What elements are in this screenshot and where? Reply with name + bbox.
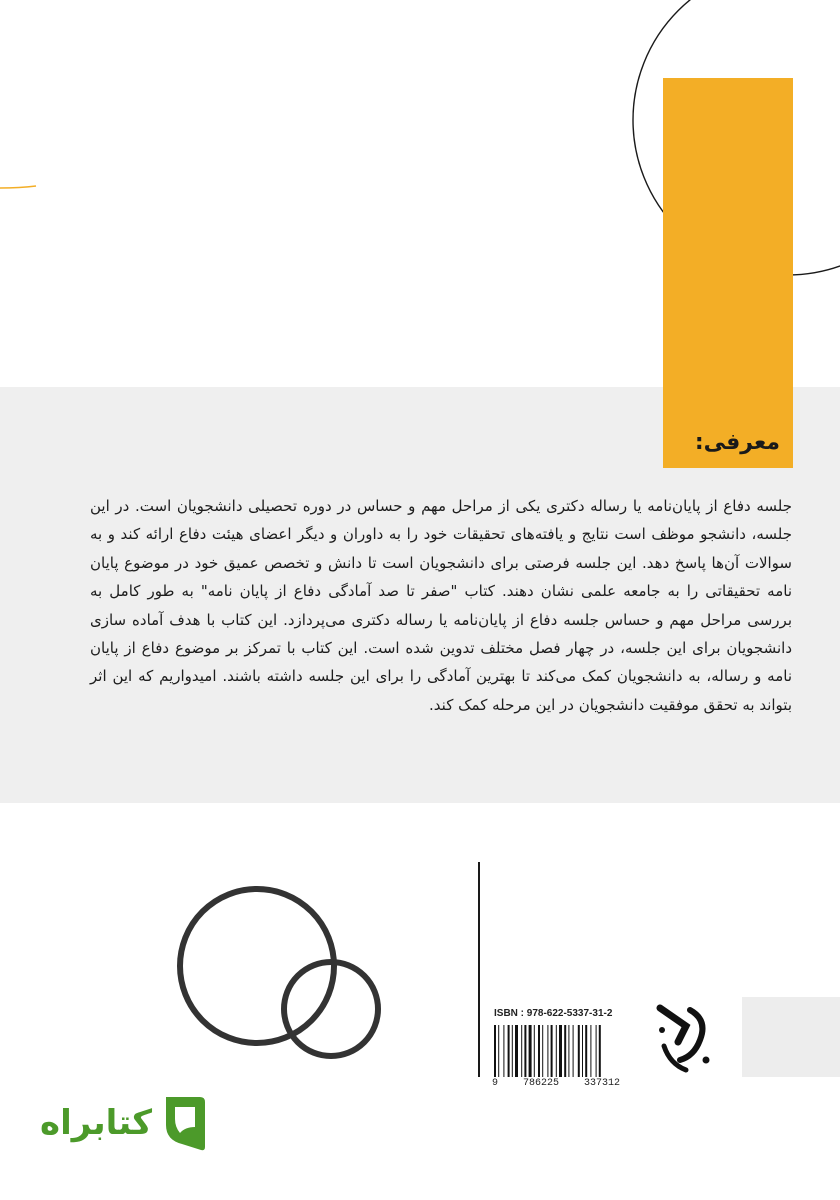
isbn-label: ISBN : 978-622-5337-31-2 (494, 1008, 613, 1019)
barcode-bar (551, 1025, 553, 1077)
divider-line (478, 862, 480, 1077)
barcode-bar (590, 1025, 591, 1077)
accent-block (663, 78, 793, 468)
barcode-bar (494, 1025, 496, 1077)
barcode-icon (492, 1025, 622, 1077)
barcode-digit-group: 337312 (583, 1078, 620, 1089)
intro-heading: معرفی: (694, 430, 780, 455)
barcode-bar (559, 1025, 562, 1077)
barcode-bar (585, 1025, 587, 1077)
barcode-bar (568, 1025, 569, 1077)
store-name: کتابراه (40, 1103, 153, 1143)
barcode-bar (556, 1025, 557, 1077)
barcode-bar (582, 1025, 583, 1077)
barcode-bar (599, 1025, 601, 1077)
yellow-arc-line (0, 186, 36, 188)
barcode-bar (512, 1025, 513, 1077)
ketabrah-logo (40, 1093, 208, 1153)
barcode-bar (547, 1025, 548, 1077)
barcode-bar (573, 1025, 574, 1077)
barcode-bar (508, 1025, 510, 1077)
side-tab (742, 997, 840, 1077)
intro-paragraph: جلسه دفاع از پایان‌نامه یا رساله دکتری یکی از مراحل مهم و حساس در دوره تحصیلی دانشجویان است. در این جلسه، دانشجو موظف است نتایج و یافته‌های تحقیقات خود را به داوران و دیگر اعضای هیئت دفاع ارائه کند و به سوالات آن‌ها پاسخ دهد. این جلسه فرصتی برای دانشجویان است تا دانش و تخصص عمیق خود در موضوع پایان نامه تحقیقاتی را به جامعه علمی نشان دهند. کتاب "صفر تا صد آمادگی دفاع از پایان نامه" به طور کامل به بررسی مراحل مهم و حساس جلسه دفاع از پایان‌نامه یا رساله دکتری می‌پردازد. این کتاب با هدف آماده سازی دانشجویان برای این جلسه، در چهار فصل مختلف تدوین شده است. این کتاب با تمرکز بر موضوع دفاع از پایان نامه و رساله، به دانشجویان کمک می‌کند تا بهترین آمادگی را برای این جلسه داشته باشند. امیدواریم که این اثر بتواند به تحقق موفقیت دانشجویان در این مرحله کمک کند. (90, 497, 792, 714)
barcode-bar (529, 1025, 532, 1077)
publisher-calligraphy-logo-icon (650, 1000, 720, 1078)
ketabrah-book-icon (158, 1093, 208, 1153)
barcode-digits (492, 1078, 620, 1089)
barcode-bar (534, 1025, 535, 1077)
barcode-bar (498, 1025, 499, 1077)
barcode-bar (538, 1025, 540, 1077)
barcode-digit-group: 786225 (522, 1078, 559, 1089)
barcode-digit-group: 9 (492, 1078, 499, 1089)
barcode-bar (515, 1025, 518, 1077)
barcode-bar (521, 1025, 522, 1077)
barcode-bar (503, 1025, 504, 1077)
barcode-bar (524, 1025, 526, 1077)
barcode-bar (564, 1025, 566, 1077)
isbn-block (492, 1008, 642, 1089)
barcode-bar (542, 1025, 543, 1077)
barcode-bar (578, 1025, 580, 1077)
barcode-bar (596, 1025, 597, 1077)
